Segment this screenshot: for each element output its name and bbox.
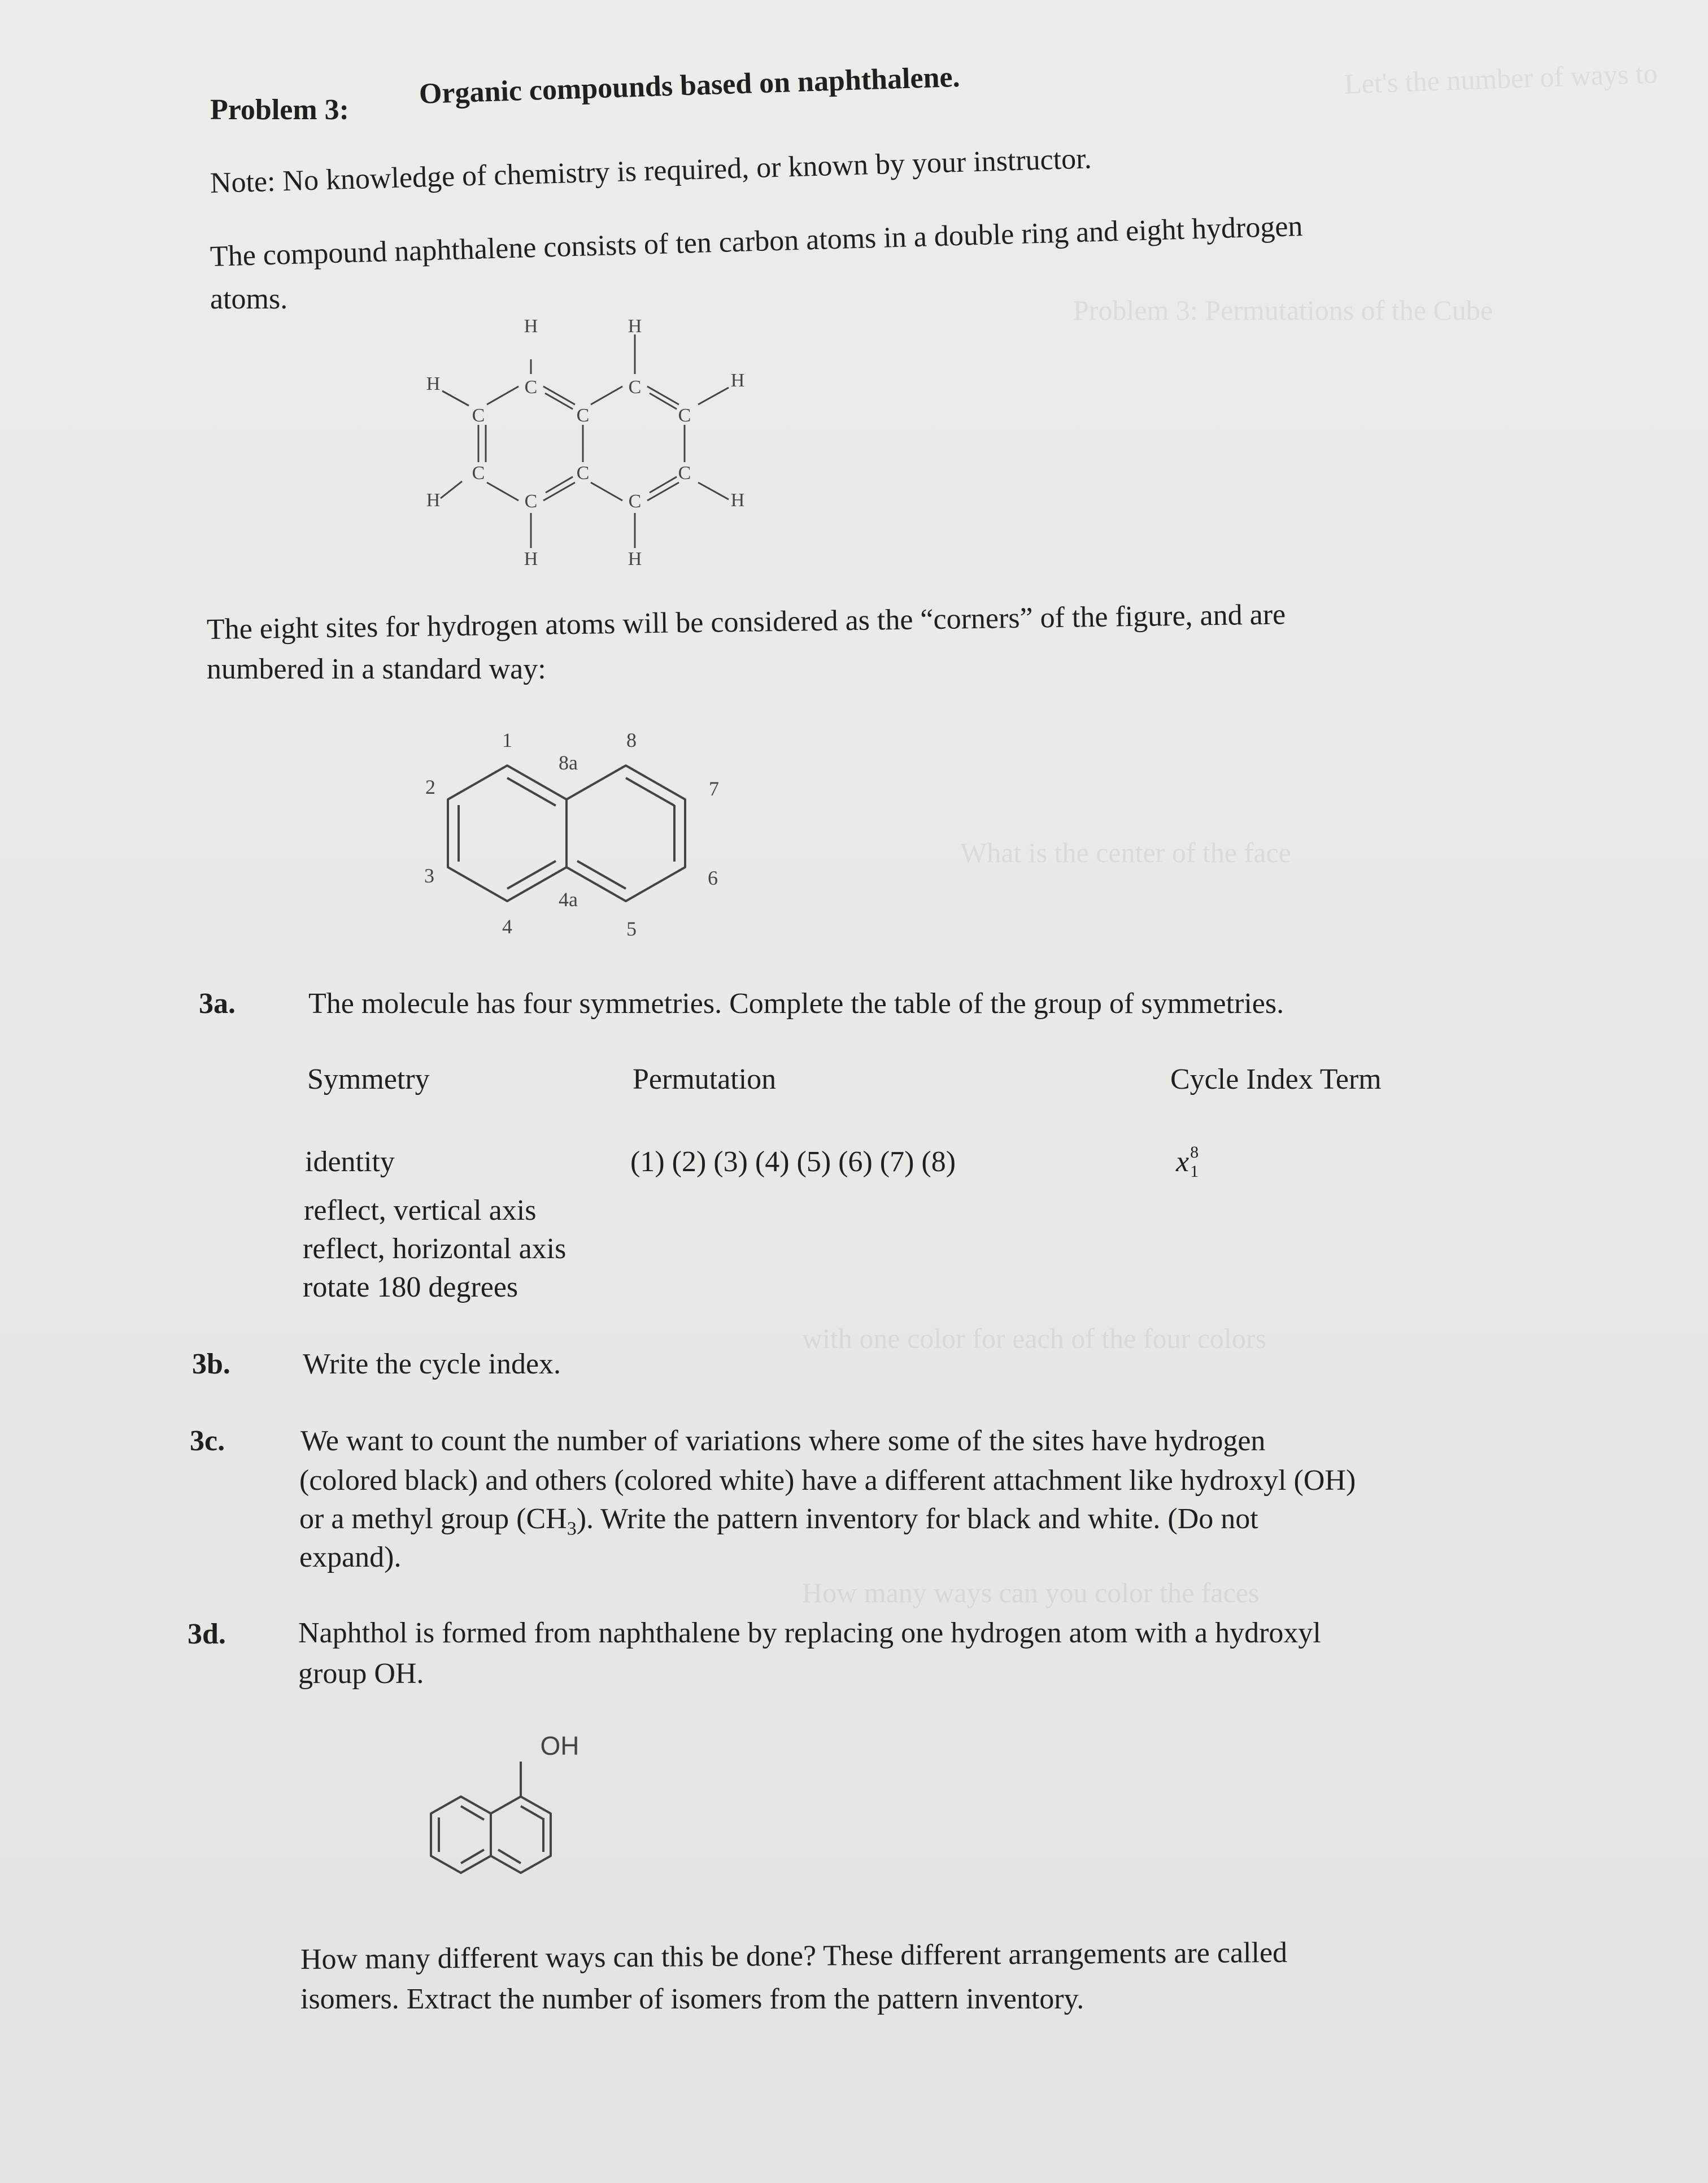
hydrogen-atom: H (628, 316, 642, 337)
q3a-text: The molecule has four symmetries. Complete the table of the group of symmetries. (308, 988, 1284, 1020)
q3d-question-line-1: How many different ways can this be done? These different arrangements are called (300, 1936, 1288, 1976)
carbon-atom: C (472, 405, 485, 426)
carbon-atom: C (678, 405, 691, 426)
corners-line-1: The eight sites for hydrogen atoms will be considered as the “corners” of the figure, and are (206, 598, 1286, 646)
q3c-line-4: expand). (299, 1541, 402, 1573)
problem-title: Organic compounds based on naphthalene. (419, 60, 961, 110)
naphthalene-structural-formula (384, 299, 813, 582)
bleed-through-text: How many ways can you color the faces (802, 1577, 1260, 1608)
naphthalene-numbering-diagram (395, 717, 757, 943)
bleed-through-text: What is the center of the face (960, 837, 1291, 868)
hydrogen-atom: H (426, 373, 441, 394)
hydroxyl-label: OH (540, 1731, 580, 1760)
q3b-text: Write the cycle index. (303, 1348, 561, 1380)
table-row-cycle-term (1176, 1142, 1204, 1182)
carbon-atom: C (628, 491, 642, 512)
bleed-through-text: Problem 3: Permutations of the Cube (1073, 294, 1493, 326)
site-number-4a: 4a (559, 888, 578, 911)
hydrogen-atom: H (730, 490, 745, 511)
table-header-symmetry: Symmetry (307, 1063, 430, 1095)
intro-line-1: The compound naphthalene consists of ten carbon atoms in a double ring and eight hydrogen (210, 210, 1304, 273)
site-number-7: 7 (709, 777, 719, 800)
site-number-8a: 8a (559, 751, 578, 774)
q3d-line-1: Naphthol is formed from naphthalene by replacing one hydrogen atom with a hydroxyl (298, 1617, 1321, 1649)
q3c-line-2: (colored black) and others (colored white) have a different attachment like hydroxyl (OH) (299, 1464, 1356, 1497)
table-header-permutation: Permutation (633, 1063, 777, 1095)
cycle-term-exponent: 8 (1190, 1143, 1199, 1162)
hydrogen-atom: H (524, 316, 538, 337)
problem-label: Problem 3: (210, 94, 349, 126)
carbon-atom: C (576, 405, 590, 426)
table-row-permutation: (1) (2) (3) (4) (5) (6) (7) (8) (630, 1146, 956, 1178)
carbon-atom: C (524, 491, 538, 512)
table-row-symmetry: reflect, vertical axis (304, 1194, 537, 1227)
q3c-line-1: We want to count the number of variations where some of the sites have hydrogen (300, 1425, 1266, 1457)
methyl-subscript: 3 (567, 1518, 577, 1540)
table-header-cycle-index-term: Cycle Index Term (1170, 1063, 1382, 1095)
carbon-atom: C (576, 463, 590, 484)
q3c-line-3-start: or a methyl group (CH (299, 1503, 567, 1535)
site-number-6: 6 (708, 867, 718, 889)
carbon-atom: C (628, 377, 642, 398)
intro-line-2: atoms. (210, 283, 288, 315)
hydrogen-atom: H (730, 370, 745, 391)
site-number-3: 3 (424, 864, 434, 887)
naphthol-diagram (395, 1717, 633, 1910)
q3a-label: 3a. (199, 988, 236, 1020)
hydrogen-atom: H (426, 490, 441, 511)
q3c-label: 3c. (190, 1425, 225, 1457)
carbon-atom: C (524, 377, 538, 398)
bleed-through-text: Let's the number of ways to (1344, 57, 1658, 100)
hydrogen-atom: H (524, 549, 538, 569)
q3c-line-3 (299, 1499, 1258, 1549)
site-number-5: 5 (626, 917, 637, 940)
cycle-term-base: x (1176, 1146, 1190, 1178)
site-number-1: 1 (502, 729, 512, 751)
table-row-symmetry: rotate 180 degrees (303, 1271, 518, 1303)
q3c-line-3-end: ). Write the pattern inventory for black and white. (Do not (576, 1503, 1258, 1535)
note-text: Note: No knowledge of chemistry is required, or known by your instructor. (210, 142, 1092, 199)
site-number-4: 4 (502, 915, 512, 938)
q3b-label: 3b. (192, 1348, 230, 1380)
q3d-question-line-2: isomers. Extract the number of isomers from the pattern inventory. (300, 1983, 1084, 2015)
q3d-line-2: group OH. (298, 1658, 424, 1690)
carbon-atom: C (472, 463, 485, 484)
hydrogen-atom: H (628, 549, 642, 569)
cycle-term-subscript: 1 (1190, 1162, 1199, 1181)
carbon-atom: C (678, 463, 691, 484)
bleed-through-text: with one color for each of the four colors (802, 1323, 1266, 1354)
site-number-2: 2 (425, 776, 435, 798)
site-number-8: 8 (626, 729, 637, 751)
table-row-symmetry: reflect, horizontal axis (303, 1233, 567, 1265)
table-row-symmetry: identity (305, 1146, 395, 1178)
corners-line-2: numbered in a standard way: (207, 653, 546, 685)
q3d-label: 3d. (188, 1618, 226, 1650)
